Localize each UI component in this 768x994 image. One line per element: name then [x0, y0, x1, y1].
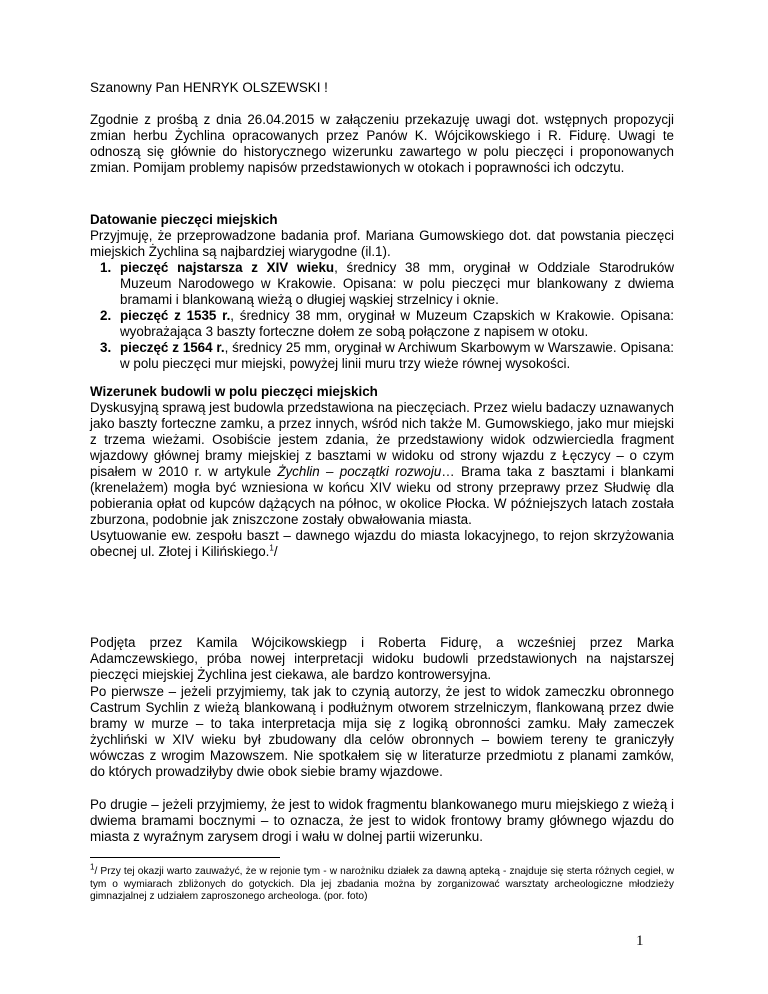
list-item-text: , średnicy 38 mm, oryginał w Muzeum Czapskich w Krakowie. Opisana: wyobrażająca 3 baszty forteczne dołem ze sobą połączone z napisem w otoku. — [120, 308, 674, 339]
footnote-marker-tail: / — [94, 866, 98, 877]
footnote-text: Przy tej okazji warto zauważyć, że w rejonie tym - w narożniku działek za dawną apteką - znajduje się sterta różnych cegieł, w tym o wymiarach zbliżonych do gotyckich. Dla jej zbadania można by zorganizować warsztaty archeologiczne młodzieży gimnazjalnej z udziałem zaproszonego archeologa. (por. foto) — [90, 866, 674, 902]
list-item-bold: pieczęć najstarsza z XIV wieku — [120, 260, 335, 275]
paragraph-second-point: Po drugie – jeżeli przyjmiemy, że jest to widok fragmentu blankowanego muru miejskiego z wieżą i dwiema bramami bocznymi – to oznacza, że jest to widok frontowy bramy głównego wjazdu do miasta z wyraźnym zarysem drogi i wału w dolnej partii wizerunku. — [90, 797, 674, 844]
section-heading: Datowanie pieczęci miejskich — [90, 212, 278, 227]
list-number: 2. — [100, 308, 112, 323]
paragraph-first-point: Po pierwsze – jeżeli przyjmiemy, tak jak to czynią autorzy, że jest to widok zameczku obronnego Castrum Sychlin z wieżą blankowaną i podłużnym otworem strzelniczym, flankowaną przez dwie bramy w murze – to taka interpretacja mija się z logiką obronności zamku. Mały zameczek żychliński w XIV wieku był zbudowany dla celów obronnych – bowiem tereny te graniczyły wówczas z wrogim Mazowszem. Nie spotkałem się w literaturze przedmiotu z planami zamków, do których prowadziłyby dwie obok siebie bramy wjazdowe. — [90, 684, 674, 779]
list-item-text: , średnicy 38 mm, oryginał w Oddziale Starodruków Muzeum Narodowego w Krakowie. Opisana: w polu pieczęci mur blankowany z dwiema bramami i blankowaną wieżą o długiej wąskiej strzelnicy i oknie. — [120, 260, 674, 307]
section-lead: Przyjmuję, że przeprowadzone badania prof. Mariana Gumowskiego dot. dat powstania pieczęci miejskich Żychlina są najbardziej wiarygodne (il.1). — [90, 228, 674, 259]
footnote-reference[interactable]: 1 — [269, 543, 274, 553]
intro-paragraph: Zgodnie z prośbą z dnia 26.04.2015 w załączeniu przekazuję uwagi dot. wstępnych propozycji zmian herbu Żychlina opracowanych przez Panów K. Wójcikowskiego i R. Fidurę. Uwagi te odnoszą się głównie do historycznego wizerunku zawartego w polu pieczęci i proponowanych zmian. Pomijam problemy napisów przedstawionych w otokach i poprawności ich odczytu. — [90, 112, 674, 175]
list-item-bold: pieczęć z 1535 r. — [120, 308, 231, 323]
section-heading: Wizerunek budowli w polu pieczęci miejskich — [90, 384, 378, 399]
body-text: Usytuowanie ew. zespołu baszt – dawnego wjazdu do miasta lokacyjnego, to rejon skrzyżowania obecnej ul. Złotej i Kilińskiego. — [90, 528, 674, 559]
section-body-location — [90, 528, 674, 560]
page-number: 1 — [636, 933, 644, 949]
list-item-bold: pieczęć z 1564 r. — [120, 340, 225, 355]
section-body — [90, 400, 674, 528]
footnote-ref-tail: / — [273, 544, 278, 559]
article-title: Żychlin – początki rozwoju — [277, 464, 442, 479]
body-text: … Brama taka z basztami i blankami (krenelażem) mogła być wzniesiona w końcu XIV wieku od strony przeprawy przez Słudwię dla pobierania opłat od kupców dążących na północ, w okolice Płocka. W późniejszych latach została zburzona, podobnie jak zniszczone zostały obwałowania miasta. — [90, 464, 674, 527]
list-item — [90, 308, 674, 340]
paragraph-interpretation: Podjęta przez Kamila Wójcikowskiegp i Roberta Fidurę, a wcześniej przez Marka Adamczewskiego, próba nowej interpretacji widoku budowli przedstawionych na najstarszej pieczęci miejskiej Żychlina jest ciekawa, ale bardzo kontrowersyjna. — [90, 635, 674, 682]
footnote — [90, 862, 674, 904]
list-item — [90, 260, 674, 308]
list-item-text: , średnicy 25 mm, oryginał w Archiwum Skarbowym w Warszawie. Opisana: w polu pieczęci mur miejski, powyżej linii muru trzy wieże równej wysokości. — [120, 340, 674, 371]
list-number: 1. — [100, 260, 112, 275]
list-number: 3. — [100, 340, 112, 355]
body-text: Dyskusyjną sprawą jest budowla przedstawiona na pieczęciach. Przez wielu badaczy uznawanych jako baszty forteczne zamku, a przez innych, wśród nich także M. Gumowskiego, jako mur miejski z trzema wieżami. Osobiście jestem zdania, że przedstawiony widok odzwierciedla fragment wjazdowy głównej bramy miejskiej z basztami w widoku od strony wjazdu z Łęczycy – o czym pisałem w 2010 r. w artykule — [90, 400, 674, 479]
list-item — [90, 340, 674, 372]
greeting: Szanowny Pan HENRYK OLSZEWSKI ! — [90, 80, 328, 95]
footnote-marker: 1 — [90, 862, 95, 872]
footnote-separator — [90, 857, 280, 858]
section-building-image — [90, 384, 674, 560]
seal-list — [90, 260, 674, 372]
section-dating-seals — [90, 212, 674, 372]
